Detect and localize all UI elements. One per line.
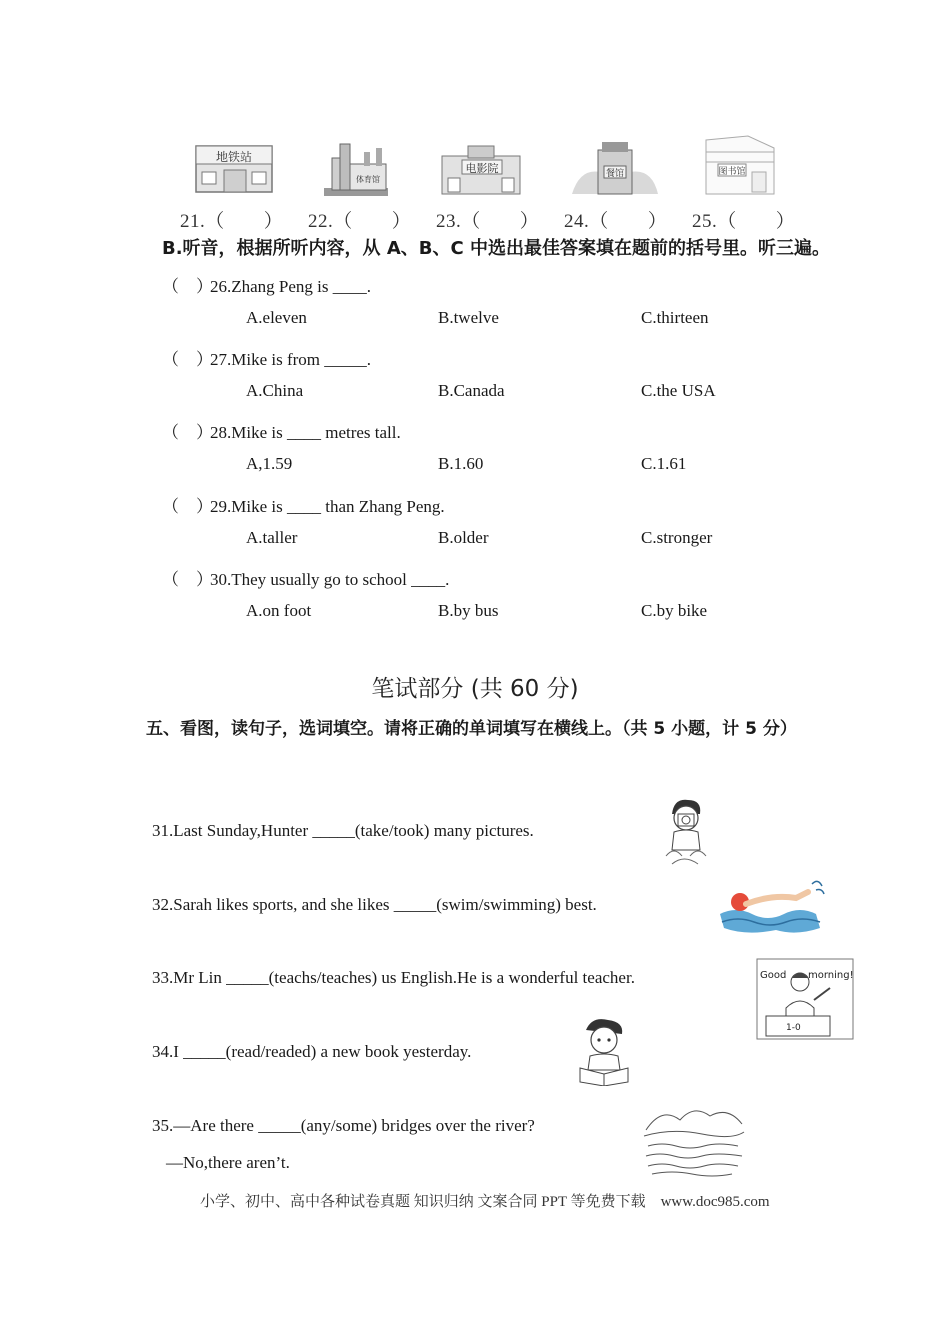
question-text: 28.Mike is ____ metres tall. bbox=[210, 423, 401, 442]
option-c: C.1.61 bbox=[641, 454, 687, 473]
question-text: 27.Mike is from _____. bbox=[210, 350, 372, 369]
section-b-heading: B.听音，根据所听内容，从 A、B、C 中选出最佳答案填在题前的括号里。听三遍。 bbox=[162, 238, 830, 259]
question-29 bbox=[162, 492, 445, 517]
boy-taking-photo-icon bbox=[654, 796, 714, 868]
library-label: 图书馆 bbox=[718, 167, 746, 177]
option-a: A.China bbox=[246, 381, 304, 400]
picture-number-22: 22.（ ） bbox=[308, 211, 412, 232]
sentence-33: 33.Mr Lin _____(teachs/teaches) us English.He is a wonderful teacher. bbox=[152, 968, 635, 987]
cinema-icon bbox=[438, 142, 524, 196]
option-c: C.by bike bbox=[641, 601, 708, 620]
subway-station-label: 地铁站 bbox=[215, 150, 253, 164]
subway-station-icon bbox=[194, 140, 276, 196]
stadium-label: 体育馆 bbox=[356, 175, 380, 184]
picture-number-24: 24.（ ） bbox=[564, 211, 668, 232]
picture-number-25: 25.（ ） bbox=[692, 211, 796, 232]
river-icon bbox=[642, 1100, 746, 1180]
question-28 bbox=[162, 418, 401, 443]
section-5-heading: 五、看图，读句子，选词填空。请将正确的单词填写在横线上。（共 5 小题，计 5 分） bbox=[146, 719, 797, 739]
teacher-greeting-morning: morning! bbox=[808, 970, 854, 981]
sentence-34: 34.I _____(read/readed) a new book yesterday. bbox=[152, 1042, 472, 1061]
picture-number-21: 21.（ ） bbox=[180, 211, 284, 232]
boy-reading-icon bbox=[576, 1016, 634, 1086]
restaurant-label: 餐馆 bbox=[605, 169, 625, 179]
option-c: C.the USA bbox=[641, 381, 716, 400]
sentence-32: 32.Sarah likes sports, and she likes _____(swim/swimming) best. bbox=[152, 895, 597, 914]
question-text: 26.Zhang Peng is ____. bbox=[210, 277, 372, 296]
option-b: B.Canada bbox=[438, 381, 505, 400]
written-part-title: 笔试部分 (共 60 分) bbox=[371, 676, 579, 702]
library-icon bbox=[700, 132, 780, 196]
option-b: B.1.60 bbox=[438, 454, 484, 473]
page-footer: 小学、初中、高中各种试卷真题 知识归纳 文案合同 PPT 等免费下载 www.doc985.com bbox=[200, 1194, 770, 1210]
sentence-31: 31.Last Sunday,Hunter _____(take/took) many pictures. bbox=[152, 821, 534, 840]
option-a: A.taller bbox=[246, 528, 298, 547]
option-c: C.thirteen bbox=[641, 308, 709, 327]
answer-paren: （ ） bbox=[162, 277, 213, 296]
option-b: B.older bbox=[438, 528, 489, 547]
question-27 bbox=[162, 345, 371, 370]
answer-paren: （ ） bbox=[162, 497, 213, 516]
option-a: A.eleven bbox=[246, 308, 307, 327]
option-a: A,1.59 bbox=[246, 454, 293, 473]
question-text: 29.Mike is ____ than Zhang Peng. bbox=[210, 497, 445, 516]
desk-label: 1-0 bbox=[786, 1023, 801, 1033]
girl-swimming-icon bbox=[716, 874, 828, 936]
option-a: A.on foot bbox=[246, 601, 312, 620]
question-text: 30.They usually go to school ____. bbox=[210, 570, 450, 589]
restaurant-icon bbox=[570, 138, 660, 196]
picture-number-23: 23.（ ） bbox=[436, 211, 540, 232]
sentence-35: 35.—Are there _____(any/some) bridges over the river? bbox=[152, 1116, 535, 1135]
teacher-icon bbox=[756, 958, 854, 1040]
stadium-icon bbox=[320, 138, 392, 198]
answer-paren: （ ） bbox=[162, 423, 213, 442]
option-c: C.stronger bbox=[641, 528, 713, 547]
sentence-35-reply: —No,there aren’t. bbox=[166, 1153, 290, 1172]
question-30 bbox=[162, 565, 449, 590]
question-26 bbox=[162, 272, 371, 297]
option-b: B.twelve bbox=[438, 308, 499, 327]
teacher-greeting-good: Good bbox=[760, 970, 787, 981]
answer-paren: （ ） bbox=[162, 570, 213, 589]
cinema-label: 电影院 bbox=[465, 162, 499, 175]
answer-paren: （ ） bbox=[162, 350, 213, 369]
option-b: B.by bus bbox=[438, 601, 499, 620]
